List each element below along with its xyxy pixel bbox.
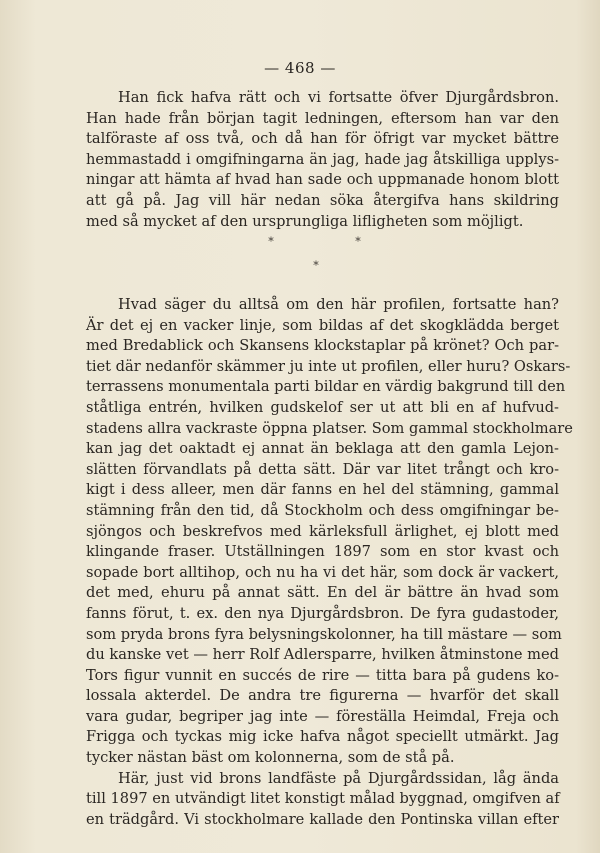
text-line: med Bredablick och Skansens klockstaplar på krönet? Och par- <box>86 337 559 355</box>
asterisk-ornament: * <box>313 259 319 272</box>
text-line: kigt i dess alleer, men där fanns en hel del stämning, gammal <box>86 481 559 499</box>
text-line: som pryda brons fyra belysningskolonner, ha till mästare — som <box>86 625 562 643</box>
text-line: terrassens monumentala parti bildar en värdig bakgrund till den <box>86 378 566 396</box>
text-line: hemmastadd i omgifningarna än jag, hade jag åtskilliga upplys- <box>86 150 559 168</box>
text-line: stämning från den tid, då Stockholm och dess omgifningar be- <box>86 501 559 519</box>
text-line: stadens allra vackraste öppna platser. Som gammal stockholmare <box>86 419 573 437</box>
text-line: klingande fraser. Utställningen 1897 som en stor kvast och <box>86 543 559 561</box>
text-line: Hvad säger du alltså om den här profilen, fortsatte han? <box>118 296 559 313</box>
paragraph-2 <box>86 295 573 830</box>
text-line: du kanske vet — herr Rolf Adlersparre, hvilken åtminstone med <box>86 646 559 664</box>
text-line: det med, ehuru på annat sätt. En del är bättre än hvad som <box>86 584 559 602</box>
text-line: talföraste af oss två, och då han för öfrigt var mycket bättre <box>86 130 559 148</box>
text-line: en trädgård. Vi stockholmare kallade den Pontinska villan efter <box>86 810 559 828</box>
asterisk-ornament: * <box>355 235 361 248</box>
text-line: slätten förvandlats på detta sätt. Där var litet trångt och kro- <box>86 460 559 478</box>
text-line: vara gudar, begriper jag inte — föreställa Heimdal, Freja och <box>86 707 559 725</box>
text-line: sopade bort alltihop, och nu ha vi det här, som dock är vackert, <box>86 563 559 581</box>
text-line: med så mycket af den ursprungliga lifligheten som möjligt. <box>86 212 524 230</box>
text-line: till 1897 en utvändigt litet konstigt målad byggnad, omgifven af <box>86 790 560 808</box>
text-line: kan jag det oaktadt ej annat än beklaga att den gamla Lejon- <box>86 440 559 458</box>
text-line: lossala akterdel. De andra tre figurerna — hvarför det skall <box>86 687 559 705</box>
text-line: Tors figur vunnit en succés de rire — titta bara på gudens ko- <box>86 666 559 684</box>
page-number: — 468 — <box>264 59 336 77</box>
text-line: ståtliga entrén, hvilken gudskelof ser ut att bli en af hufvud- <box>86 398 559 416</box>
text-line: Han hade från början tagit ledningen, eftersom han var den <box>86 109 559 127</box>
asterisk-ornament: * <box>268 235 274 248</box>
text-line: tiet där nedanför skämmer ju inte ut profilen, eller huru? Oskars- <box>86 357 571 375</box>
text-line: fanns förut, t. ex. den nya Djurgårdsbron. De fyra gudastoder, <box>86 604 559 622</box>
text-line: att gå på. Jag vill här nedan söka återgifva hans skildring <box>86 191 559 209</box>
text-line: tycker nästan bäst om kolonnerna, som de stå på. <box>86 749 455 767</box>
text-line: Frigga och tyckas mig icke hafva något speciellt utmärkt. Jag <box>86 728 559 746</box>
text-line: sjöngos och beskrefvos med kärleksfull ärlighet, ej blott med <box>86 522 559 540</box>
text-line: Är det ej en vacker linje, som bildas af det skogklädda berget <box>86 316 559 334</box>
paragraph-1 <box>86 88 559 232</box>
text-line: Här, just vid brons landfäste på Djurgårdssidan, låg ända <box>118 769 559 787</box>
text-line: ningar att hämta af hvad han sade och uppmanade honom blott <box>86 171 559 189</box>
text-line: Han fick hafva rätt och vi fortsatte öfver Djurgårdsbron. <box>118 89 559 106</box>
